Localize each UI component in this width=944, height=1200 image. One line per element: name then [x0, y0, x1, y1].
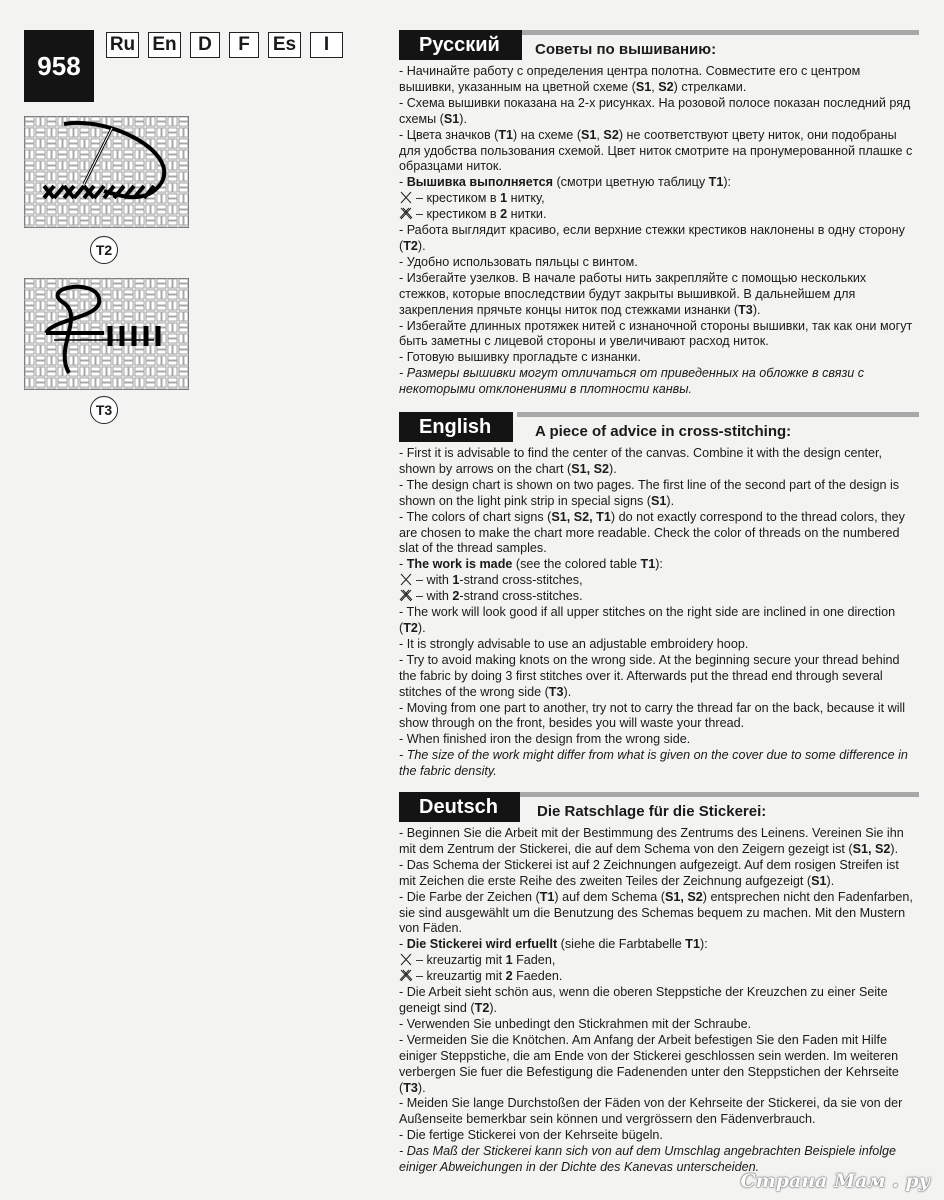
text-fragment: - Die Farbe der Zeichen ( [399, 889, 540, 904]
text-fragment: - [399, 557, 407, 572]
language-bar [106, 32, 352, 58]
double-strand-cross-icon [399, 589, 413, 602]
advice-item [399, 1096, 919, 1128]
text-fragment: - Начинайте работу с определения центра полотна. Совместите его с центром вышивки, указанным на цветной схеме ( [399, 64, 861, 94]
text-fragment: Faden, [512, 953, 556, 968]
advice-item [399, 653, 919, 701]
text-fragment: (see the colored table [512, 557, 641, 572]
language-tab: F [229, 32, 259, 58]
text-fragment: ) auf dem Schema ( [554, 889, 665, 904]
text-fragment: ) entsprechen nicht den Fadenfarben, sie sind ausgewählt um die Benutzung des Schemas bequem zu machen. Mit den Mustern von Fäden. [399, 889, 913, 936]
text-fragment: нитки. [507, 207, 547, 222]
text-fragment: – kreuzartig mit [416, 953, 506, 968]
text-fragment: ). [417, 620, 426, 635]
text-fragment: - Beginnen Sie die Arbeit mit der Bestimmung des Zentrums des Leinens. Vereinen Sie ihn mit dem Zentrum der Stickerei, die auf dem Schema von den Zeigern gezeigt ist ( [399, 826, 904, 856]
advice-item [399, 953, 919, 969]
section-header [399, 412, 919, 444]
advice-item [399, 637, 919, 653]
text-fragment: Faeden. [512, 969, 563, 984]
bold-fragment: T1 [498, 127, 514, 142]
double-strand-cross-icon [399, 207, 413, 220]
advice-item [399, 589, 919, 605]
header-rule [517, 792, 919, 797]
bold-fragment: The work is made [406, 557, 513, 572]
language-tab: D [190, 32, 220, 58]
figure-label: T2 [90, 236, 118, 264]
bold-fragment: T2 [403, 238, 418, 253]
bold-fragment: S1, S2 [852, 841, 891, 856]
bold-fragment: S2 [603, 127, 619, 142]
text-fragment: ) стрелками. [673, 79, 747, 94]
bold-fragment: S1, S2 [571, 461, 610, 476]
advice-item [399, 701, 919, 733]
text-fragment: - [399, 937, 407, 952]
text-fragment: ): [723, 175, 732, 190]
bold-fragment: T3 [548, 684, 564, 699]
text-fragment: - Meiden Sie lange Durchstoßen der Fäden von der Kehrseite der Stickerei, da sie von der Außenseite bemerkbar sein können und vergrössern den Fädenverbrauch. [399, 1096, 903, 1127]
bold-fragment: T2 [403, 620, 418, 635]
single-strand-cross-icon [399, 573, 413, 586]
text-fragment: ). [666, 493, 675, 508]
bold-fragment: 2 [500, 207, 508, 222]
advice-item [399, 64, 919, 96]
section-title: A piece of advice in cross-stitching: [535, 423, 792, 440]
bold-fragment: T1 [539, 889, 555, 904]
text-fragment: , [596, 127, 604, 142]
bold-fragment: T1 [685, 937, 700, 952]
language-tab: Ru [106, 32, 139, 58]
bold-fragment: S2 [658, 79, 674, 94]
advice-item [399, 826, 919, 858]
text-fragment: - Das Maß der Stickerei kann sich von auf dem Umschlag angebrachten Beispiele infolge einiger Abweichungen in der Dichte des Kanevas unterscheiden. [399, 1144, 897, 1175]
text-fragment: - Работа выглядит красиво, если верхние стежки крестиков наклонены в одну сторону ( [399, 223, 905, 253]
section-header [399, 30, 919, 62]
text-fragment: , [651, 79, 659, 94]
advice-item [399, 175, 919, 191]
section-header [399, 792, 919, 824]
advice-item [399, 510, 919, 558]
advice-item [399, 271, 919, 319]
advice-item [399, 573, 919, 589]
advice-item [399, 319, 919, 351]
advice-item [399, 858, 919, 890]
text-fragment: - It is strongly advisable to use an adjustable embroidery hoop. [399, 636, 749, 651]
language-tab: En [148, 32, 181, 58]
bold-fragment: T2 [474, 1000, 490, 1015]
text-fragment: - The colors of chart signs ( [399, 509, 552, 524]
text-fragment: - Избегайте длинных протяжек нитей с изнаночной стороны вышивки, так как они могут быть заметны с лицевой стороны и увеличивают расход ниток. [399, 318, 913, 349]
language-heading: Deutsch [399, 792, 520, 822]
advice-item [399, 985, 919, 1017]
section-title: Советы по вышиванию: [535, 41, 717, 58]
text-fragment: - The work will look good if all upper stitches on the right side are inclined in one direction ( [399, 605, 896, 635]
text-fragment: (смотри цветную таблицу [552, 175, 709, 190]
advice-item [399, 1128, 919, 1144]
section-title: Die Ratschlage für die Stickerei: [537, 803, 767, 820]
bold-fragment: T1 [708, 175, 724, 190]
text-fragment: – with [416, 573, 453, 588]
text-fragment: – крестиком в [416, 207, 501, 222]
advice-item [399, 223, 919, 255]
thread-securing-illustration [24, 278, 189, 390]
bold-fragment: T3 [403, 1080, 418, 1095]
text-fragment: ). [417, 1080, 426, 1095]
advice-item [399, 366, 919, 398]
text-fragment: - Vermeiden Sie die Knötchen. Am Anfang der Arbeit befestigen Sie den Faden mit Hilfe einiger Steppstiche, die am Ende von der Stickerei geschlossen sein werden. Im weiteren verbergen Sie fuer die Befestigung die Fadenenden unter den Steppstichen der Kehrseite ( [399, 1032, 899, 1095]
advice-item [399, 96, 919, 128]
advice-item [399, 128, 919, 176]
advice-item [399, 1017, 919, 1033]
text-fragment: - Die fertige Stickerei von der Kehrseite bügeln. [399, 1128, 663, 1143]
bold-fragment: 1 [505, 953, 513, 968]
advice-item [399, 969, 919, 985]
section-russian [399, 30, 919, 398]
bold-fragment: 1 [452, 573, 460, 588]
section-german [399, 792, 919, 1176]
text-fragment: - First it is advisable to find the center of the canvas. Combine it with the design center, shown by arrows on the chart ( [399, 446, 883, 476]
bold-fragment: 1 [500, 191, 508, 206]
advice-text [399, 64, 919, 398]
text-fragment: - Готовую вышивку прогладьте с изнанки. [399, 350, 641, 365]
advice-item [399, 191, 919, 207]
text-fragment: (siehe die Farbtabelle [557, 937, 686, 952]
text-fragment: ) на схеме ( [513, 127, 582, 142]
text-fragment: - Die Arbeit sieht schön aus, wenn die oberen Steppstiche der Kreuzchen zu einer Seite geneigt sind ( [399, 985, 888, 1015]
text-fragment: - [399, 175, 407, 190]
text-fragment: ). [890, 841, 899, 856]
text-fragment: - The size of the work might differ from what is given on the cover due to some difference in the fabric density. [399, 748, 908, 779]
bold-fragment: S1, S2 [664, 889, 703, 904]
language-tab: I [310, 32, 343, 58]
advice-item [399, 1033, 919, 1097]
figure-t3 [24, 278, 189, 418]
text-fragment: - Try to avoid making knots on the wrong side. At the beginning secure your thread behind the fabric by doing 3 first stitches over it. Afterwards put the thread end through several stitches of the wrong side ( [399, 652, 900, 699]
advice-text [399, 826, 919, 1176]
language-heading: Русский [399, 30, 522, 60]
text-fragment: ): [655, 557, 663, 572]
text-fragment: нитку, [507, 191, 545, 206]
bold-fragment: T1 [640, 557, 656, 572]
text-fragment: ): [700, 937, 708, 952]
text-fragment: - The design chart is shown on two pages. The first line of the second part of the design is shown on the light pink strip in special signs ( [399, 477, 900, 508]
text-fragment: ). [826, 873, 835, 888]
section-english [399, 412, 919, 780]
advice-item [399, 890, 919, 938]
advice-text [399, 446, 919, 780]
text-fragment: ). [563, 684, 572, 699]
bold-fragment: S1 [443, 111, 460, 126]
text-fragment: - Цвета значков ( [399, 127, 499, 142]
text-fragment: -strand cross-stitches, [459, 573, 583, 588]
bold-fragment: 2 [505, 969, 513, 984]
bold-fragment: S1 [635, 79, 652, 94]
advice-item [399, 748, 919, 780]
single-strand-cross-icon [399, 953, 413, 966]
bold-fragment: S1 [651, 493, 667, 508]
advice-item [399, 557, 919, 573]
text-fragment: - Das Schema der Stickerei ist auf 2 Zeichnungen aufgezeigt. Auf dem rosigen Streifen ist mit Zeichen die erste Reihe des zweiten Teiles der Zeichnung aufgezeigt ( [399, 857, 899, 888]
header-rule [517, 412, 919, 417]
figure-t2 [24, 116, 189, 258]
advice-item [399, 937, 919, 953]
advice-item [399, 446, 919, 478]
text-fragment: ) do not exactly correspond to the thread colors, they are chosen to make the chart more readable. Check the color of threads on the numbered slat of the thread samples. [399, 509, 905, 556]
text-fragment: - Избегайте узелков. В начале работы нить закрепляйте с помощью нескольких стежков, которые впоследствии будут закрыты вышивкой. В дальнейшем для закрепления прячьте концы ниток под стежками изнанки ( [399, 270, 867, 317]
bold-fragment: S1 [581, 127, 597, 142]
text-fragment: ). [489, 1000, 498, 1015]
text-fragment: - Схема вышивки показана на 2-х рисунках. На розовой полосе показан последний ряд схемы ( [399, 95, 911, 126]
text-fragment: – крестиком в [416, 191, 501, 206]
text-fragment: – kreuzartig mit [416, 969, 506, 984]
text-fragment: -strand cross-stitches. [459, 589, 583, 604]
language-heading: English [399, 412, 513, 442]
text-fragment: ). [609, 461, 617, 476]
pattern-code: 958 [24, 30, 94, 102]
header-rule [517, 30, 919, 35]
text-fragment: – with [416, 589, 453, 604]
text-fragment: ). [417, 238, 426, 253]
text-fragment: - Размеры вышивки могут отличаться от приведенных на обложке в связи с некоторыми отклонениями в плотности канвы. [399, 366, 865, 397]
advice-item [399, 255, 919, 271]
bold-fragment: S1, S2, T1 [551, 509, 611, 524]
text-fragment: ) не соответствуют цвету ниток, они подобраны для удобства пользования схемой. Цвет ниток смотрите на пронумерованной плашке с образцами ниток. [399, 127, 913, 174]
stitch-direction-illustration [24, 116, 189, 228]
text-fragment: - When finished iron the design from the wrong side. [399, 732, 691, 747]
advice-item [399, 350, 919, 366]
text-fragment: ). [459, 111, 467, 126]
text-fragment: - Удобно использовать пяльцы с винтом. [399, 254, 638, 269]
advice-item [399, 732, 919, 748]
bold-fragment: Вышивка выполняется [406, 175, 553, 190]
text-fragment: ). [752, 302, 761, 317]
single-strand-cross-icon [399, 191, 413, 204]
language-tab: Es [268, 32, 301, 58]
advice-item [399, 605, 919, 637]
double-strand-cross-icon [399, 969, 413, 982]
bold-fragment: S1 [811, 873, 827, 888]
bold-fragment: T3 [738, 302, 753, 317]
bold-fragment: 2 [452, 589, 460, 604]
bold-fragment: Die Stickerei wird erfuellt [406, 937, 558, 952]
figure-label: T3 [90, 396, 118, 424]
text-fragment: - Verwenden Sie unbedingt den Stickrahmen mit der Schraube. [399, 1016, 752, 1031]
text-fragment: - Moving from one part to another, try not to carry the thread far on the back, because it will show through on the front, besides you will waste your thread. [399, 700, 906, 731]
site-watermark: Страна Мам . ру [740, 1170, 930, 1192]
advice-item [399, 207, 919, 223]
advice-item [399, 478, 919, 510]
